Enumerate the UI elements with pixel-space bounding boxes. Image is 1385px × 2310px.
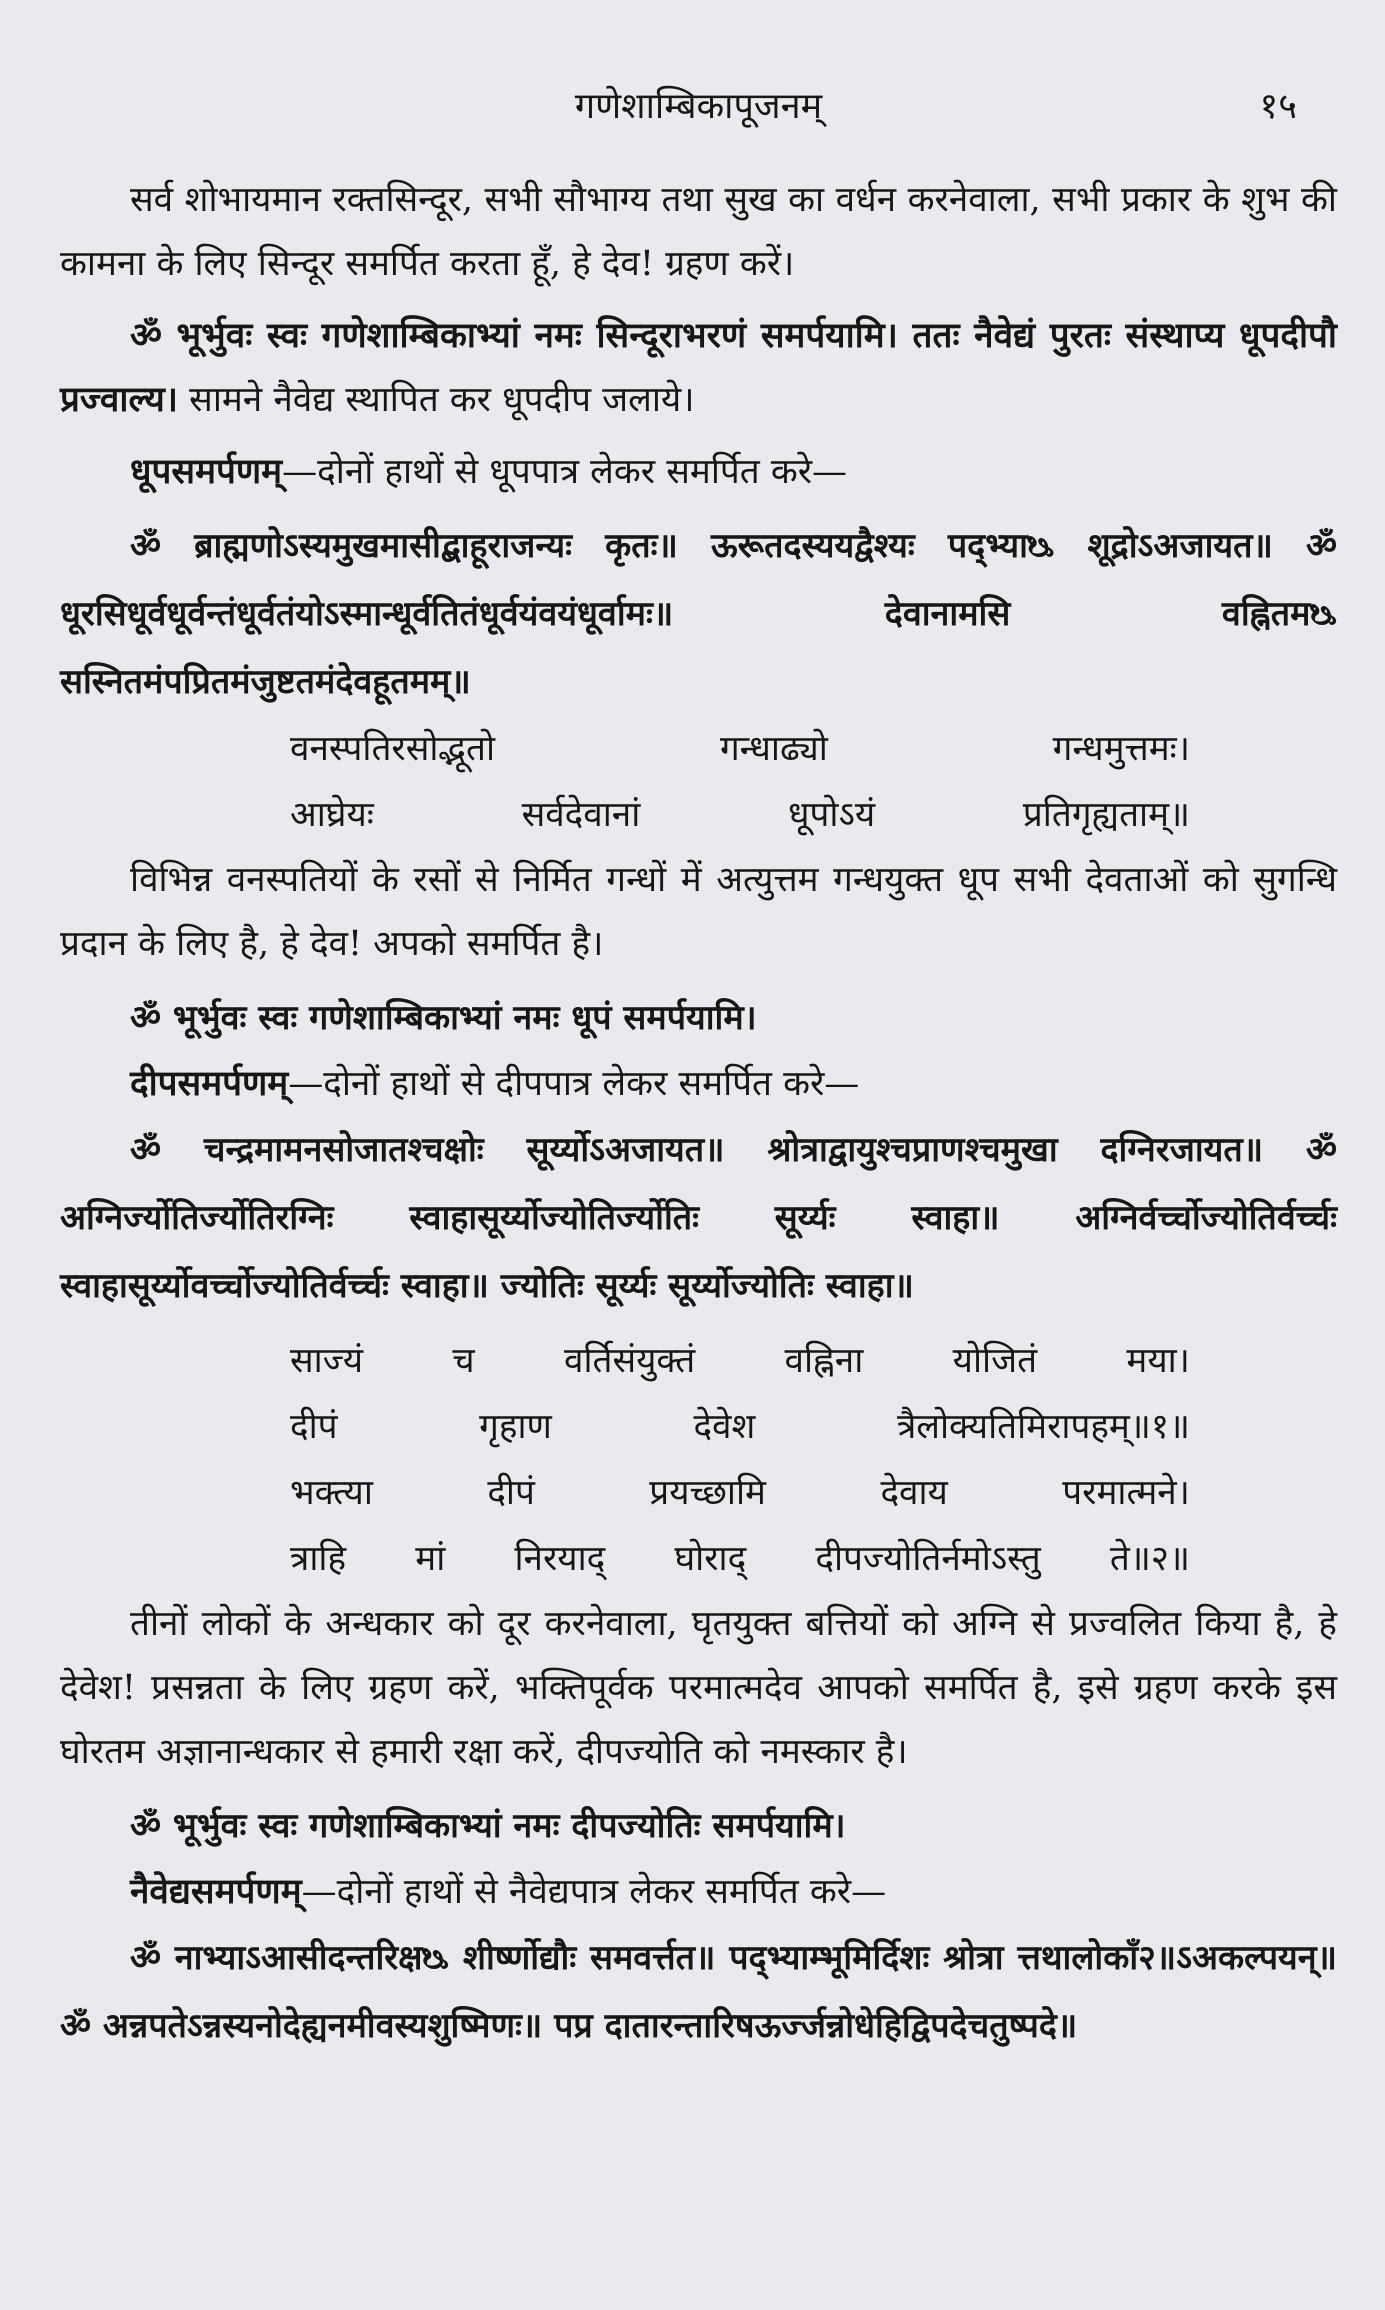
verse-line-1: वनस्पतिरसोद्भूतो गन्धाढ्यो गन्धमुत्तमः। [290,729,1190,769]
verse-line-2: आघ्रेयः सर्वदेवानां धूपोऽयं प्रतिगृह्यताम्॥ [290,795,1190,835]
instruction-text: सामने नैवेद्य स्थापित कर धूपदीप जलाये। [178,380,695,420]
instruction-text: —दोनों हाथों से दीपपात्र लेकर समर्पित करे— [288,1064,860,1104]
page-body [60,168,1337,2060]
instruction-text: —दोनों हाथों से नैवेद्यपात्र लेकर समर्पित करे— [301,1872,887,1912]
heading-dhoop [60,440,1337,504]
mantra-dhoop-offering: ॐ भूर्भुवः स्वः गणेशाम्बिकाभ्यां नमः धूपं समर्पयामि। [130,998,757,1038]
verse-line-5: भक्त्या दीपं प्रयच्छामि देवाय परमात्मने। [290,1473,1190,1513]
verse-line-4: दीपं गृहाण देवेश त्रैलोक्यतिमिरापहम्॥१॥ [290,1407,1190,1447]
paragraph-dhoop-meaning: विभिन्न वनस्पतियों के रसों से निर्मित गन्धों में अत्युत्तम गन्धयुक्त धूप सभी देवताओं को सुगन्धि प्रदान के लिए है, हे देव! अपको समर्पित है। [60,860,1337,964]
page-number: १५ [1259,86,1297,127]
verse-line-6: त्राहि मां निरयाद् घोराद् दीपज्योतिर्नमोऽस्तु ते॥२॥ [290,1539,1190,1579]
verse-line-3: साज्यं च वर्तिसंयुक्तं वह्निना योजितं मया। [290,1341,1190,1381]
paragraph-deep-meaning: तीनों लोकों के अन्धकार को दूर करनेवाला, घृतयुक्त बत्तियों को अग्नि से प्रज्वलित किया है, हे देवेश! प्रसन्नता के लिए ग्रहण करें, भक्तिपूर्वक परमात्मदेव आपको समर्पित है, इसे ग्रहण करके इस घोरतम अज्ञानान्धकार से हमारी रक्षा करें, दीपज्योति को नमस्कार है। [60,1604,1337,1772]
mantra-text: ॐ भूर्भुवः स्वः गणेशाम्बिकाभ्यां नमः सिन्दूराभरणं समर्पयामि। ततः नैवेद्यं पुरतः संस्थाप्य धूपदीपौ प्रज्वाल्य। [60,315,1337,420]
mantra-naivedya: ॐ नाभ्याऽआसीदन्तरिक्षᳬ शीर्ष्णोद्यौः समवर्त्तत॥ पद्भ्याम्भूमिर्दिशः श्रोत्रा त्तथालोकाँ२॥ऽअकल्पयन्॥ ॐ अन्नपतेऽन्नस्यनोदेह्यनमीवस्यशुष्मिणः॥ पप्र दातारन्तारिषऊर्ज्जन्नोधेहिद्विपदेचतुष्पदे॥ [60,1938,1337,2046]
paragraph-sindoor-meaning: सर्व शोभायमान रक्तसिन्दूर, सभी सौभाग्य तथा सुख का वर्धन करनेवाला, सभी प्रकार के शुभ की कामना के लिए सिन्दूर समर्पित करता हूँ, हे देव! ग्रहण करें। [60,180,1337,284]
heading-deep [60,1052,1337,1116]
paragraph-sindoor-mantra [60,304,1337,432]
heading-naivedya [60,1860,1337,1924]
mantra-dhoop: ॐ ब्राह्मणोऽस्यमुखमासीद्बाहूराजन्यः कृतः॥ ऊरूतदस्ययद्वैश्यः पद्भ्याᳬ शूद्रोऽअजायत॥ ॐ धूरसिधूर्वधूर्वन्तंधूर्वतंयोऽस्मान्धूर्वतितंधूर्वयंवयंधूर्वामः॥ देवानामसि वह्नितमᳬ सस्नितमंपप्रितमंजुष्टतमंदेवहूतमम्॥ [60,526,1337,702]
running-title: गणेशाम्बिकापूजनम् [574,86,823,127]
instruction-text: —दोनों हाथों से धूपपात्र लेकर समर्पित करे— [282,452,848,492]
mantra-deep: ॐ चन्द्रमामनसोजातश्चक्षोः सूर्य्योऽअजायत॥ श्रोत्राद्वायुश्चप्राणश्चमुखा दग्निरजायत॥ ॐ अग्निर्ज्योतिर्ज्योतिरग्निः स्वाहासूर्य्योज्योतिर्ज्योतिः सूर्य्यः स्वाहा॥ अग्निर्वर्च्चोज्योतिर्वर्च्चः स्वाहासूर्य्योवर्च्चोज्योतिर्वर्च्चः स्वाहा॥ ज्योतिः सूर्य्यः सूर्य्योज्योतिः स्वाहा॥ [60,1130,1337,1306]
section-title-naivedya: नैवेद्यसमर्पणम् [130,1871,302,1912]
mantra-deep-offering: ॐ भूर्भुवः स्वः गणेशाम्बिकाभ्यां नमः दीपज्योतिः समर्पयामि। [130,1806,846,1846]
section-title-deep: दीपसमर्पणम् [130,1063,289,1104]
page-header [60,80,1337,140]
section-title-dhoop: धूपसमर्पणम् [130,451,283,492]
